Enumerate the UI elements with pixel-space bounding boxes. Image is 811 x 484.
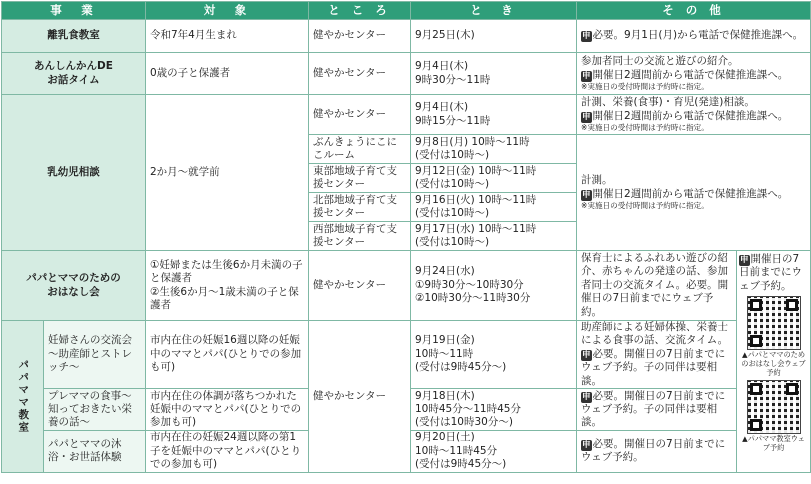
- time-class-3-l3: (受付は9時45分～): [415, 458, 507, 471]
- time-class-1: [411, 321, 577, 389]
- event-papamama-talk: [2, 251, 146, 321]
- other-infant-2-note: ※実施日の受付時間は予約時に指定。: [581, 201, 709, 211]
- time-weaning: 9月25日(木): [411, 20, 577, 53]
- other-class-1-apply: 必要。開催日の7日前までにウェブ予約。子の同伴は要相談。: [581, 347, 726, 387]
- event-papamama-talk-l1: パパとママのための: [26, 272, 121, 285]
- event-anshin-l2: お話タイム: [47, 73, 100, 86]
- apply-badge: 申: [582, 349, 591, 360]
- time-class-1-l1: 9月19日(金): [415, 334, 475, 347]
- other-infant-1: [577, 95, 811, 135]
- apply-badge: 申: [740, 255, 749, 265]
- sub-class-2: プレママの食事～知っておきたい栄養の話～: [44, 389, 146, 431]
- time-class-1-l3: (受付は9時45分～): [415, 361, 507, 374]
- target-papamama-talk-l2: ②生後6か月～1歳未満の子と保護者: [150, 285, 299, 311]
- row-papamama-talk: [2, 251, 811, 321]
- time-infant-3-l1: 9月12日(金) 10時～11時: [415, 164, 537, 177]
- qr-column: [737, 251, 811, 473]
- target-papamama-talk-l1: ①妊婦または生後6か月未満の子と保護者: [150, 258, 303, 285]
- other-class-2: [577, 389, 737, 431]
- other-class-1-text: 助産師による妊婦体操、栄養士による食事の話、交流タイム。: [581, 321, 729, 347]
- place-papamama-talk: 健やかセンター: [309, 251, 411, 321]
- other-anshin-l1: 参加者同士の交流と遊びの紹介。: [581, 55, 739, 68]
- schedule-table: [1, 1, 811, 473]
- other-weaning-text: 必要。9月1日(月)から電話で保健推進課へ。: [592, 29, 804, 42]
- apply-badge: 申: [582, 439, 591, 450]
- qr1-caption: ▲パパとママのためのおはなし会ウェブ予約: [741, 350, 806, 377]
- target-class-1: 市内在住の妊娠16週以降の妊娠中のママとパパ(ひとりでの参加も可): [146, 321, 309, 389]
- time-anshin: [411, 53, 577, 95]
- place-class: 健やかセンター: [309, 321, 411, 473]
- other-class-3-text: 必要。開催日の7日前までにウェブ予約。: [581, 437, 726, 464]
- other-infant-2-l2: 開催日2週間前から電話で保健推進課へ。: [592, 187, 789, 200]
- target-anshin: 0歳の子と保護者: [146, 53, 309, 95]
- time-infant-4-l2: (受付は10時～): [415, 207, 490, 219]
- time-infant-2-l2: (受付は10時～): [415, 149, 490, 161]
- apply-badge: 申: [582, 391, 591, 402]
- qr-code-papamama-talk[interactable]: [747, 296, 801, 350]
- time-papamama-talk-l1: 9月24日(水): [415, 265, 475, 278]
- event-weaning: 離乳食教室: [2, 20, 146, 53]
- other-class-2-text: 必要。開催日の7日前までにウェブ予約。子の同伴は要相談。: [581, 389, 726, 429]
- event-papamama-talk-l2: おはなし会: [47, 285, 100, 298]
- time-anshin-l1: 9月4日(木): [415, 60, 469, 73]
- time-infant-1-l2: 9時15分～11時: [415, 114, 491, 127]
- time-infant-2: [411, 135, 577, 164]
- event-anshin: [2, 53, 146, 95]
- other-infant-1-l2: 開催日2週間前から電話で保健推進課へ。: [592, 109, 789, 122]
- other-anshin-note: ※実施日の受付時間は予約時に指定。: [581, 82, 709, 92]
- event-infant: 乳幼児相談: [2, 95, 146, 251]
- time-class-3: [411, 431, 577, 472]
- other-anshin: [577, 53, 811, 95]
- time-infant-1-l1: 9月4日(木): [415, 101, 469, 114]
- time-infant-5-l2: (受付は10時～): [415, 236, 490, 248]
- time-papamama-talk: [411, 251, 577, 321]
- time-class-2-l3: (受付は10時30分～): [415, 416, 513, 429]
- time-class-1-l2: 10時～11時: [415, 347, 474, 360]
- row-infant-1: [2, 95, 811, 135]
- row-weaning: [2, 20, 811, 53]
- time-infant-5: [411, 222, 577, 251]
- apply-badge: 申: [582, 70, 591, 81]
- time-infant-4: [411, 193, 577, 222]
- time-infant-3-l2: (受付は10時～): [415, 178, 490, 190]
- target-infant: 2か月～就学前: [146, 95, 309, 251]
- time-class-2-l2: 10時45分～11時45分: [415, 402, 521, 415]
- header-event: 事 業: [2, 2, 146, 20]
- time-infant-3: [411, 164, 577, 193]
- header-row: [2, 2, 811, 20]
- time-class-2-l1: 9月18日(木): [415, 389, 475, 402]
- other-papamama-talk: 保育士によるふれあい遊びの紹介、赤ちゃんの発達の話、参加者同士の交流タイム。必要。開催日の7日前までにウェブ予約。: [577, 251, 737, 321]
- place-infant-2: ぶんきょうにこにこルーム: [309, 135, 411, 164]
- side-papamama-class: [2, 321, 44, 473]
- target-class-2: 市内在住の体調が落ちつかれた妊娠中のママとパパ(ひとりでの参加も可): [146, 389, 309, 431]
- place-anshin: 健やかセンター: [309, 53, 411, 95]
- time-anshin-l2: 9時30分～11時: [415, 73, 491, 86]
- time-infant-4-l1: 9月16日(火) 10時～11時: [415, 193, 537, 206]
- header-time: と き: [411, 2, 577, 20]
- other-infant-2-l1: 計測。: [581, 174, 613, 187]
- event-anshin-l1: あんしんかんDE: [34, 60, 113, 73]
- target-papamama-talk: [146, 251, 309, 321]
- other-weaning: [577, 20, 811, 53]
- sub-class-1: 妊婦さんの交流会～助産師とストレッチ～: [44, 321, 146, 389]
- header-place: と こ ろ: [309, 2, 411, 20]
- row-anshin: [2, 53, 811, 95]
- other-infant-1-l1: 計測、栄養(食事)・育児(発達)相談。: [581, 96, 755, 109]
- target-weaning: 令和7年4月生まれ: [146, 20, 309, 53]
- time-class-3-l2: 10時～11時45分: [415, 444, 498, 457]
- other-infant-2: [577, 135, 811, 251]
- sub-class-3: パパとママの沐浴・お世話体験: [44, 431, 146, 472]
- apply-badge: 申: [582, 31, 591, 42]
- other-anshin-l2: 開催日2週間前から電話で保健推進課へ。: [592, 68, 789, 81]
- time-infant-2-l1: 9月8日(月) 10時～11時: [415, 135, 530, 148]
- time-papamama-talk-l2: ①9時30分～10時30分: [415, 278, 524, 291]
- place-weaning: 健やかセンター: [309, 20, 411, 53]
- target-class-3: 市内在住の妊娠24週以降の第1子を妊娠中のママとパパ(ひとりでの参加も可): [146, 431, 309, 472]
- time-infant-5-l1: 9月17日(水) 10時～11時: [415, 222, 537, 235]
- time-papamama-talk-l3: ②10時30分～11時30分: [415, 292, 531, 305]
- apply-badge: 申: [582, 111, 591, 122]
- header-target: 対 象: [146, 2, 309, 20]
- time-class-2: [411, 389, 577, 431]
- place-infant-5: 西部地域子育て支援センター: [309, 222, 411, 251]
- time-infant-1: [411, 95, 577, 135]
- apply-badge: 申: [582, 189, 591, 200]
- row-class-1: [2, 321, 811, 389]
- qr-code-papamama-class[interactable]: [747, 380, 801, 434]
- time-class-3-l1: 9月20日(土): [415, 431, 475, 444]
- other-class-3: [577, 431, 737, 472]
- qr-apply-text: 開催日の7日前までにウェブ予約。: [739, 253, 802, 292]
- header-other: そ の 他: [577, 2, 811, 20]
- other-class-1: [577, 321, 737, 389]
- qr2-caption: ▲パパママ教室ウェブ予約: [742, 434, 805, 452]
- place-infant-1: 健やかセンター: [309, 95, 411, 135]
- place-infant-3: 東部地域子育て支援センター: [309, 164, 411, 193]
- place-infant-4: 北部地域子育て支援センター: [309, 193, 411, 222]
- qr-block-2: [739, 377, 808, 452]
- side-label: パパママ教室: [17, 358, 30, 434]
- other-infant-1-note: ※実施日の受付時間は予約時に指定。: [581, 123, 709, 133]
- qr-block-1: [739, 293, 808, 377]
